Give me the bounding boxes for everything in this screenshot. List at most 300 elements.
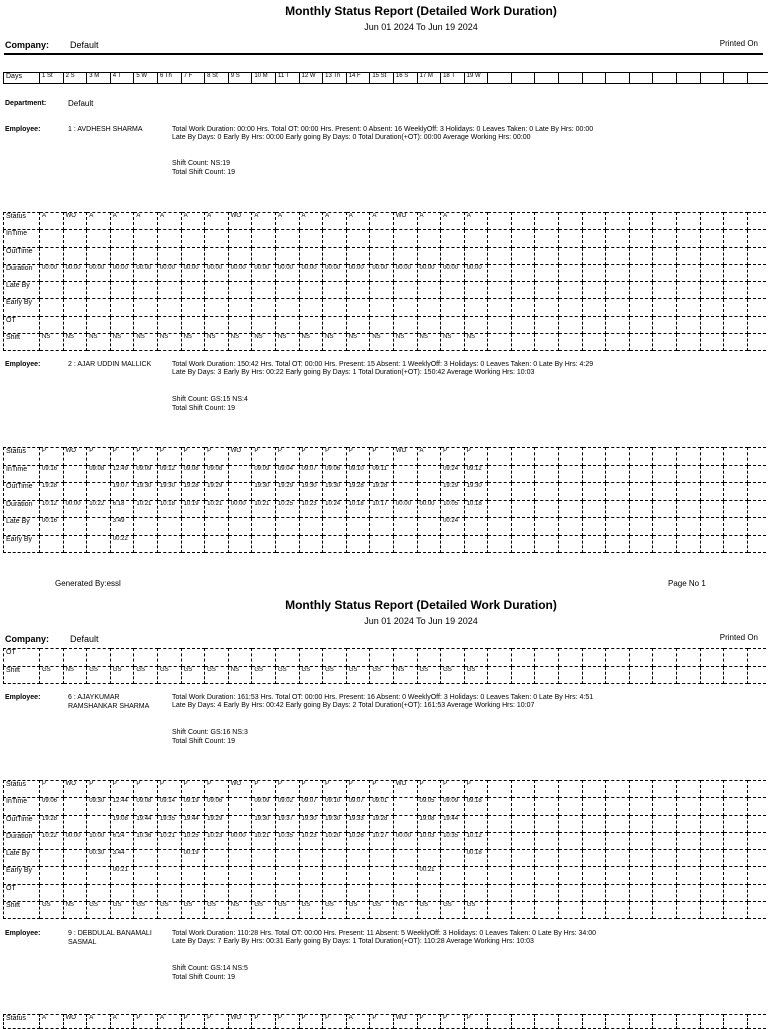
grid-cell xyxy=(63,316,87,333)
grid-cell xyxy=(677,334,701,351)
printed-on: Printed On xyxy=(720,633,758,642)
grid-cell xyxy=(134,316,158,333)
grid-cell: WO xyxy=(393,1015,417,1029)
grid-cell xyxy=(606,465,630,483)
grid-cell xyxy=(323,867,347,884)
grid-cell: 00:19 xyxy=(181,850,205,867)
grid-cell xyxy=(393,465,417,483)
grid-cell: P xyxy=(181,1015,205,1029)
day-header-cell: 6 Th xyxy=(157,73,181,84)
grid-cell xyxy=(275,850,299,867)
grid-cell xyxy=(40,850,64,867)
grid-cell: 19:30 xyxy=(323,815,347,832)
grid-cell xyxy=(393,535,417,553)
grid-cell: 09:24 xyxy=(441,465,465,483)
row-label: OT xyxy=(4,316,40,333)
grid-cell xyxy=(488,213,512,230)
grid-cell xyxy=(559,334,583,351)
grid-cell xyxy=(417,535,441,553)
grid-cell xyxy=(488,649,512,667)
grid-cell xyxy=(724,649,748,667)
grid-cell: 00:22 xyxy=(110,535,134,553)
grid-cell xyxy=(370,299,394,316)
grid-cell: A xyxy=(299,213,323,230)
grid-cell xyxy=(606,282,630,299)
grid-cell xyxy=(63,247,87,264)
grid-cell: NS xyxy=(205,334,229,351)
grid-cell xyxy=(724,867,748,884)
grid-cell: P xyxy=(275,1015,299,1029)
grid-cell: 12:44 xyxy=(110,798,134,815)
grid-cell xyxy=(511,230,535,247)
attendance-grid xyxy=(3,212,768,351)
grid-cell xyxy=(582,902,606,919)
grid-cell xyxy=(393,815,417,832)
grid-cell xyxy=(629,299,653,316)
grid-cell: NS xyxy=(323,334,347,351)
grid-cell xyxy=(252,230,276,247)
grid-cell xyxy=(157,867,181,884)
grid-cell xyxy=(110,230,134,247)
attendance-grid xyxy=(3,780,768,919)
grid-cell: NS xyxy=(441,334,465,351)
grid-cell xyxy=(488,299,512,316)
grid-cell xyxy=(488,666,512,684)
day-header-cell xyxy=(535,73,559,84)
grid-cell xyxy=(252,299,276,316)
grid-cell xyxy=(535,884,559,901)
grid-cell xyxy=(582,867,606,884)
row-label: Late By xyxy=(4,850,40,867)
grid-cell xyxy=(205,282,229,299)
grid-cell: 10:25 xyxy=(181,832,205,849)
grid-cell: P xyxy=(441,448,465,466)
grid-cell xyxy=(488,518,512,536)
grid-cell xyxy=(559,465,583,483)
grid-cell xyxy=(157,316,181,333)
grid-cell: 00:24 xyxy=(441,518,465,536)
grid-cell xyxy=(157,535,181,553)
grid-cell xyxy=(323,884,347,901)
grid-row-early-by xyxy=(4,867,768,884)
grid-cell xyxy=(700,448,724,466)
grid-cell xyxy=(441,850,465,867)
grid-cell xyxy=(346,850,370,867)
grid-cell: P xyxy=(181,781,205,798)
grid-cell xyxy=(275,316,299,333)
grid-cell xyxy=(488,247,512,264)
grid-cell xyxy=(677,867,701,884)
grid-cell xyxy=(464,282,488,299)
grid-cell: P xyxy=(252,448,276,466)
grid-cell xyxy=(63,850,87,867)
grid-cell xyxy=(653,649,677,667)
grid-cell xyxy=(606,316,630,333)
grid-cell xyxy=(559,884,583,901)
grid-cell xyxy=(417,282,441,299)
grid-cell xyxy=(488,884,512,901)
day-header-cell: 14 F xyxy=(346,73,370,84)
grid-cell: WO xyxy=(393,213,417,230)
grid-cell xyxy=(677,282,701,299)
grid-cell xyxy=(393,884,417,901)
grid-cell: A xyxy=(252,213,276,230)
grid-cell xyxy=(606,850,630,867)
grid-cell xyxy=(346,518,370,536)
grid-cell xyxy=(417,850,441,867)
grid-cell: 00:00 xyxy=(228,264,252,281)
grid-cell xyxy=(464,867,488,884)
grid-cell xyxy=(157,247,181,264)
days-header-table xyxy=(3,72,768,84)
grid-cell xyxy=(511,448,535,466)
row-label: Status xyxy=(4,213,40,230)
grid-cell: GS xyxy=(40,666,64,684)
grid-cell xyxy=(323,649,347,667)
attendance-grid xyxy=(3,447,768,553)
grid-cell xyxy=(606,213,630,230)
grid-cell xyxy=(346,316,370,333)
company-label: Company: xyxy=(5,40,49,50)
row-label: OT xyxy=(4,884,40,901)
grid-row-intime xyxy=(4,798,768,815)
grid-cell xyxy=(417,884,441,901)
grid-cell: 09:10 xyxy=(323,798,347,815)
grid-cell xyxy=(370,850,394,867)
grid-cell: A xyxy=(110,213,134,230)
grid-cell xyxy=(606,334,630,351)
grid-cell: 10:35 xyxy=(441,832,465,849)
grid-cell xyxy=(700,815,724,832)
grid-cell xyxy=(535,798,559,815)
grid-cell xyxy=(275,247,299,264)
row-label: Shift xyxy=(4,334,40,351)
grid-cell: 00:00 xyxy=(346,264,370,281)
date-range: Jun 01 2024 To Jun 19 2024 xyxy=(0,22,768,32)
grid-cell: 19:35 xyxy=(157,815,181,832)
grid-cell xyxy=(535,299,559,316)
grid-cell xyxy=(606,518,630,536)
grid-cell xyxy=(582,247,606,264)
grid-cell: 10:24 xyxy=(323,500,347,518)
row-label: Duration xyxy=(4,500,40,518)
row-label: Status xyxy=(4,448,40,466)
generated-by: Generated By:essl xyxy=(55,579,121,588)
grid-cell: A xyxy=(87,1015,111,1029)
grid-cell: NS xyxy=(63,902,87,919)
grid-cell: NS xyxy=(464,334,488,351)
printed-on: Printed On xyxy=(720,39,758,48)
grid-cell xyxy=(299,535,323,553)
grid-cell xyxy=(511,649,535,667)
grid-cell xyxy=(559,666,583,684)
grid-cell: 00:00 xyxy=(252,264,276,281)
grid-cell xyxy=(40,230,64,247)
row-label: Duration xyxy=(4,832,40,849)
grid-row-intime xyxy=(4,465,768,483)
grid-cell xyxy=(677,850,701,867)
grid-cell xyxy=(488,815,512,832)
grid-cell xyxy=(606,832,630,849)
grid-cell: 00:00 xyxy=(63,500,87,518)
grid-cell xyxy=(346,649,370,667)
grid-cell xyxy=(488,832,512,849)
grid-cell: 10:00 xyxy=(87,832,111,849)
grid-cell: A xyxy=(157,213,181,230)
grid-cell xyxy=(559,798,583,815)
grid-cell: P xyxy=(252,1015,276,1029)
grid-cell: 00:00 xyxy=(441,264,465,281)
grid-row-late-by xyxy=(4,282,768,299)
grid-cell xyxy=(747,299,768,316)
grid-cell xyxy=(441,299,465,316)
grid-cell xyxy=(63,465,87,483)
grid-cell: P xyxy=(464,448,488,466)
grid-cell xyxy=(511,867,535,884)
grid-cell xyxy=(747,334,768,351)
grid-cell xyxy=(87,316,111,333)
grid-cell: 00:30 xyxy=(87,850,111,867)
grid-cell xyxy=(653,1015,677,1029)
grid-cell xyxy=(677,1015,701,1029)
grid-cell xyxy=(559,1015,583,1029)
grid-cell xyxy=(747,282,768,299)
grid-row-status xyxy=(4,213,768,230)
grid-cell: A xyxy=(40,213,64,230)
grid-cell xyxy=(677,483,701,501)
grid-cell: 19:08 xyxy=(417,815,441,832)
grid-cell xyxy=(559,299,583,316)
day-header-cell xyxy=(629,73,653,84)
grid-cell xyxy=(677,884,701,901)
grid-cell: GS xyxy=(181,666,205,684)
grid-cell xyxy=(629,448,653,466)
grid-cell xyxy=(747,832,768,849)
grid-cell xyxy=(677,500,701,518)
grid-cell xyxy=(252,247,276,264)
grid-cell xyxy=(747,247,768,264)
grid-cell xyxy=(700,483,724,501)
grid-cell xyxy=(488,264,512,281)
grid-cell xyxy=(724,1015,748,1029)
grid-cell xyxy=(205,518,229,536)
grid-cell xyxy=(700,798,724,815)
grid-cell: P xyxy=(370,781,394,798)
row-label: Late By xyxy=(4,518,40,536)
grid-cell xyxy=(582,230,606,247)
grid-cell: 00:00 xyxy=(275,264,299,281)
grid-cell: 19:28 xyxy=(370,815,394,832)
grid-cell xyxy=(63,884,87,901)
grid-row-duration xyxy=(4,500,768,518)
employee-label: Employee: xyxy=(5,361,40,368)
grid-cell xyxy=(629,213,653,230)
grid-cell xyxy=(535,316,559,333)
grid-cell: GS xyxy=(40,902,64,919)
grid-cell xyxy=(724,518,748,536)
grid-cell: P xyxy=(87,448,111,466)
shift-count: Shift Count: GS:14 NS:5 xyxy=(172,965,248,973)
grid-cell xyxy=(40,316,64,333)
grid-cell: NS xyxy=(393,666,417,684)
grid-cell xyxy=(559,500,583,518)
days-label: Days xyxy=(4,73,40,84)
grid-cell xyxy=(63,867,87,884)
employee-label: Employee: xyxy=(5,694,40,701)
grid-cell: 19:30 xyxy=(464,483,488,501)
grid-cell xyxy=(700,247,724,264)
grid-cell: GS xyxy=(299,902,323,919)
grid-cell xyxy=(629,483,653,501)
grid-cell xyxy=(134,247,158,264)
grid-cell: NS xyxy=(157,334,181,351)
grid-cell xyxy=(629,316,653,333)
grid-cell: NS xyxy=(275,334,299,351)
grid-cell xyxy=(700,500,724,518)
grid-cell xyxy=(653,247,677,264)
day-header-cell: 15 St xyxy=(370,73,394,84)
date-range: Jun 01 2024 To Jun 19 2024 xyxy=(0,616,768,626)
grid-cell xyxy=(181,316,205,333)
day-header-cell xyxy=(653,73,677,84)
grid-cell xyxy=(747,649,768,667)
grid-cell xyxy=(629,902,653,919)
grid-cell: GS xyxy=(275,666,299,684)
grid-cell xyxy=(606,1015,630,1029)
grid-cell: 09:12 xyxy=(157,465,181,483)
grid-cell xyxy=(606,247,630,264)
grid-cell xyxy=(370,535,394,553)
grid-cell xyxy=(417,299,441,316)
grid-cell xyxy=(205,247,229,264)
grid-cell xyxy=(87,230,111,247)
grid-cell xyxy=(535,518,559,536)
grid-cell xyxy=(228,483,252,501)
grid-cell xyxy=(252,884,276,901)
grid-cell xyxy=(346,535,370,553)
grid-cell: 19:29 xyxy=(205,815,229,832)
grid-cell: 10:19 xyxy=(181,500,205,518)
grid-cell xyxy=(677,448,701,466)
grid-cell xyxy=(535,500,559,518)
employee-label: Employee: xyxy=(5,126,40,133)
grid-cell xyxy=(464,884,488,901)
grid-cell: 09:12 xyxy=(464,465,488,483)
grid-cell xyxy=(582,465,606,483)
day-header-cell xyxy=(606,73,630,84)
total-shift-count: Total Shift Count: 19 xyxy=(172,169,235,177)
grid-cell: 3:49 xyxy=(110,518,134,536)
grid-cell: 00:00 xyxy=(228,500,252,518)
grid-cell: NS xyxy=(393,334,417,351)
day-header-cell: 7 F xyxy=(181,73,205,84)
grid-cell xyxy=(181,649,205,667)
grid-cell xyxy=(606,815,630,832)
day-header-cell: 5 W xyxy=(134,73,158,84)
grid-cell xyxy=(700,649,724,667)
grid-cell: A xyxy=(181,213,205,230)
day-header-cell xyxy=(700,73,724,84)
grid-cell: 19:30 xyxy=(134,483,158,501)
grid-cell xyxy=(346,230,370,247)
grid-cell xyxy=(488,781,512,798)
grid-cell xyxy=(370,884,394,901)
grid-cell xyxy=(299,299,323,316)
grid-cell xyxy=(677,781,701,798)
grid-cell xyxy=(606,902,630,919)
grid-cell xyxy=(653,884,677,901)
grid-cell xyxy=(724,781,748,798)
grid-cell: 10:21 xyxy=(252,500,276,518)
grid-cell: 10:23 xyxy=(299,500,323,518)
grid-cell xyxy=(181,247,205,264)
grid-cell: 19:28 xyxy=(40,483,64,501)
grid-cell xyxy=(157,282,181,299)
grid-cell xyxy=(370,230,394,247)
day-header-cell: 1 St xyxy=(40,73,64,84)
grid-cell xyxy=(535,448,559,466)
grid-cell xyxy=(87,247,111,264)
grid-cell xyxy=(110,316,134,333)
grid-cell xyxy=(464,649,488,667)
grid-cell xyxy=(559,264,583,281)
grid-cell: P xyxy=(87,781,111,798)
grid-cell xyxy=(181,535,205,553)
grid-cell: P xyxy=(157,448,181,466)
grid-cell: A xyxy=(157,1015,181,1029)
grid-cell xyxy=(724,465,748,483)
grid-cell xyxy=(747,815,768,832)
grid-cell xyxy=(228,247,252,264)
grid-cell xyxy=(488,1015,512,1029)
grid-cell xyxy=(747,213,768,230)
grid-cell xyxy=(629,465,653,483)
grid-cell xyxy=(275,299,299,316)
grid-cell: NS xyxy=(87,334,111,351)
grid-cell xyxy=(629,781,653,798)
grid-cell: GS xyxy=(323,902,347,919)
grid-cell: 10:21 xyxy=(252,832,276,849)
grid-cell xyxy=(87,299,111,316)
grid-cell xyxy=(511,815,535,832)
employee-name-cont: SASMAL xyxy=(68,939,96,947)
grid-cell: P xyxy=(299,781,323,798)
grid-cell xyxy=(582,832,606,849)
grid-cell xyxy=(299,282,323,299)
grid-cell xyxy=(275,535,299,553)
grid-cell xyxy=(629,264,653,281)
grid-cell: 00:00 xyxy=(370,264,394,281)
grid-row-intime xyxy=(4,230,768,247)
grid-cell xyxy=(370,282,394,299)
grid-cell xyxy=(228,299,252,316)
grid-cell xyxy=(511,483,535,501)
department-value: Default xyxy=(68,100,93,108)
grid-cell: 09:07 xyxy=(299,465,323,483)
grid-cell xyxy=(724,850,748,867)
grid-row-outtime xyxy=(4,815,768,832)
grid-cell xyxy=(582,1015,606,1029)
grid-cell xyxy=(582,448,606,466)
employee-name: 1 : AVDHESH SHARMA xyxy=(68,126,143,134)
grid-cell xyxy=(464,535,488,553)
grid-cell: 09:09 xyxy=(252,798,276,815)
grid-cell xyxy=(700,282,724,299)
grid-cell xyxy=(63,483,87,501)
grid-cell: 10:22 xyxy=(87,500,111,518)
grid-cell xyxy=(275,649,299,667)
grid-cell: P xyxy=(157,781,181,798)
